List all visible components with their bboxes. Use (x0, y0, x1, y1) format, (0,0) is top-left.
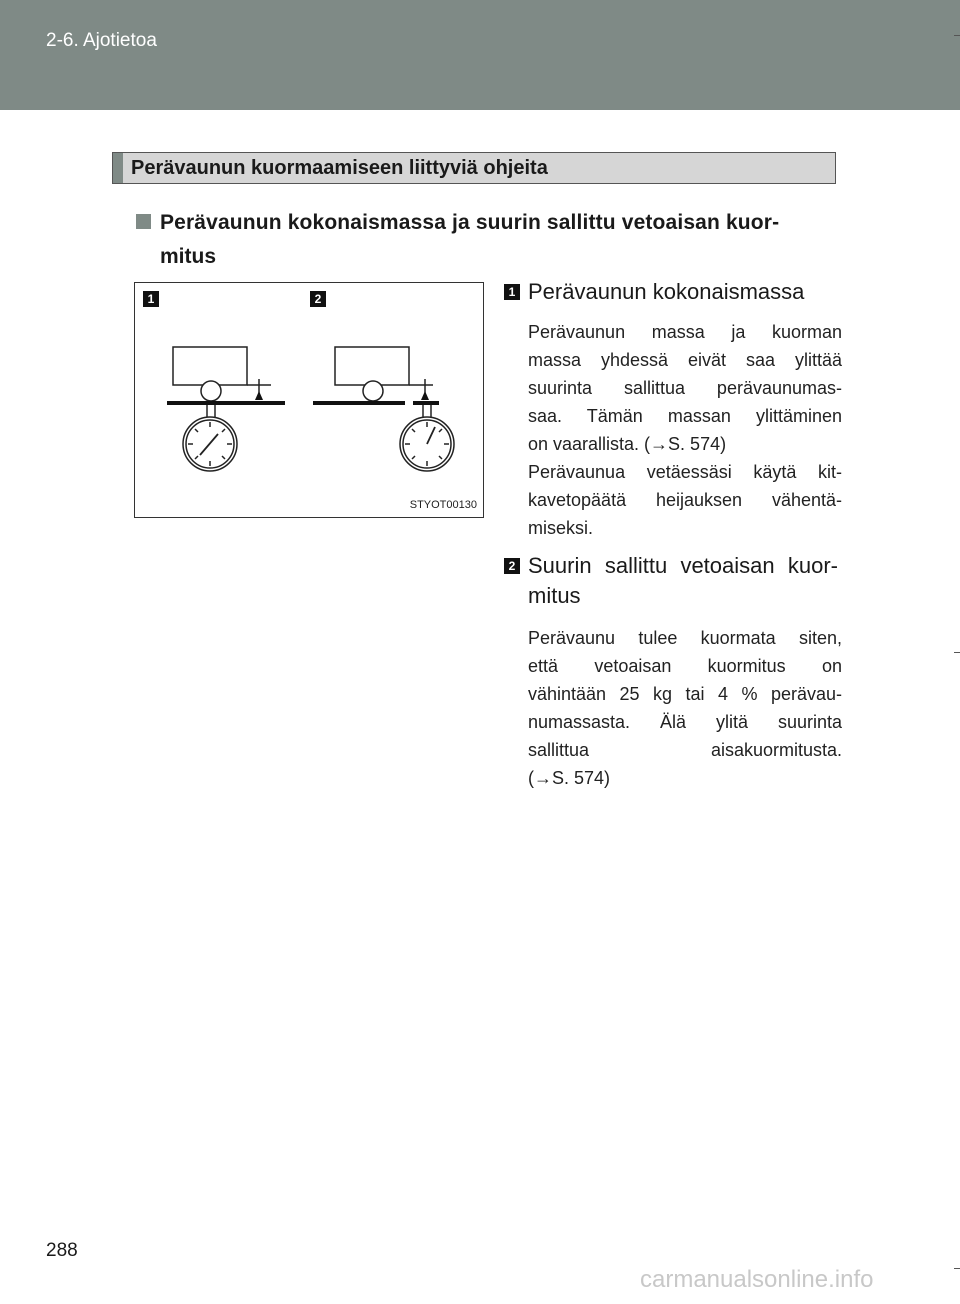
trailer-body-2 (335, 347, 409, 385)
item-1-paragraph-2 (528, 458, 842, 542)
figure-code: STYOT00130 (409, 499, 477, 511)
text-line: kavetopäätä heijauksen vähentä- (528, 490, 842, 510)
text-line: miseksi. (528, 518, 594, 538)
trailer-body-1 (173, 347, 247, 385)
page-number: 288 (46, 1240, 78, 1261)
item-2-title-line-2: mitus (528, 583, 581, 608)
text-line: Perävaunua vetäessäsi käytä kit- (528, 462, 842, 482)
subheading-line-1: Perävaunun kokonaismassa ja suurin sallittu vetoaisan kuor- (160, 211, 780, 234)
watermark: carmanualsonline.info (640, 1266, 874, 1293)
section-title-bar (112, 152, 836, 184)
scale-platform-2 (413, 401, 439, 405)
page-header (0, 0, 960, 110)
header-section-title: 2-6. Ajotietoa (46, 30, 157, 51)
text-line: massa yhdessä eivät saa ylittää (528, 350, 842, 370)
text-line: että vetoaisan kuormitus on (528, 656, 842, 676)
scale-platform-1 (167, 401, 285, 405)
item-1 (504, 276, 842, 538)
item-2-title-line-1: Suurin sallittu vetoaisan kuor- (528, 553, 838, 578)
text-line: on vaarallista. (→S. 574) (528, 434, 727, 454)
item-2-badge: 2 (504, 558, 520, 574)
crop-mark (954, 1268, 960, 1269)
text-line: Perävaunu tulee kuormata siten, (528, 628, 842, 648)
ground-bar (313, 401, 405, 405)
item-1-badge: 1 (504, 284, 520, 300)
square-bullet-icon (136, 214, 151, 229)
text-line: suurinta sallittua perävaunumas- (528, 378, 842, 398)
text-line: saa. Tämän massan ylittäminen (528, 406, 842, 426)
text-line: sallittua aisakuormitusta. (528, 740, 842, 760)
crop-mark (954, 652, 960, 653)
item-2-paragraph (528, 624, 842, 792)
trailer-scales-drawing (135, 283, 483, 517)
subheading-line-2: mitus (160, 245, 217, 268)
section-title: Perävaunun kuormaamiseen liittyviä ohjeita (131, 157, 548, 179)
item-1-title: Perävaunun kokonaismassa (528, 279, 805, 304)
text-line: Perävaunun massa ja kuorman (528, 322, 842, 342)
figure-badge-1: 1 (143, 291, 159, 307)
crop-mark (954, 35, 960, 36)
item-1-paragraph-1 (528, 318, 842, 458)
text-line: (→S. 574) (528, 768, 611, 788)
text-line: numassasta. Älä ylitä suurinta (528, 712, 842, 732)
figure-badge-2: 2 (310, 291, 326, 307)
item-2 (504, 550, 842, 790)
text-line: vähintään 25 kg tai 4 % perävau- (528, 684, 842, 704)
trailer-weight-illustration (134, 282, 484, 518)
section-accent (113, 153, 123, 183)
